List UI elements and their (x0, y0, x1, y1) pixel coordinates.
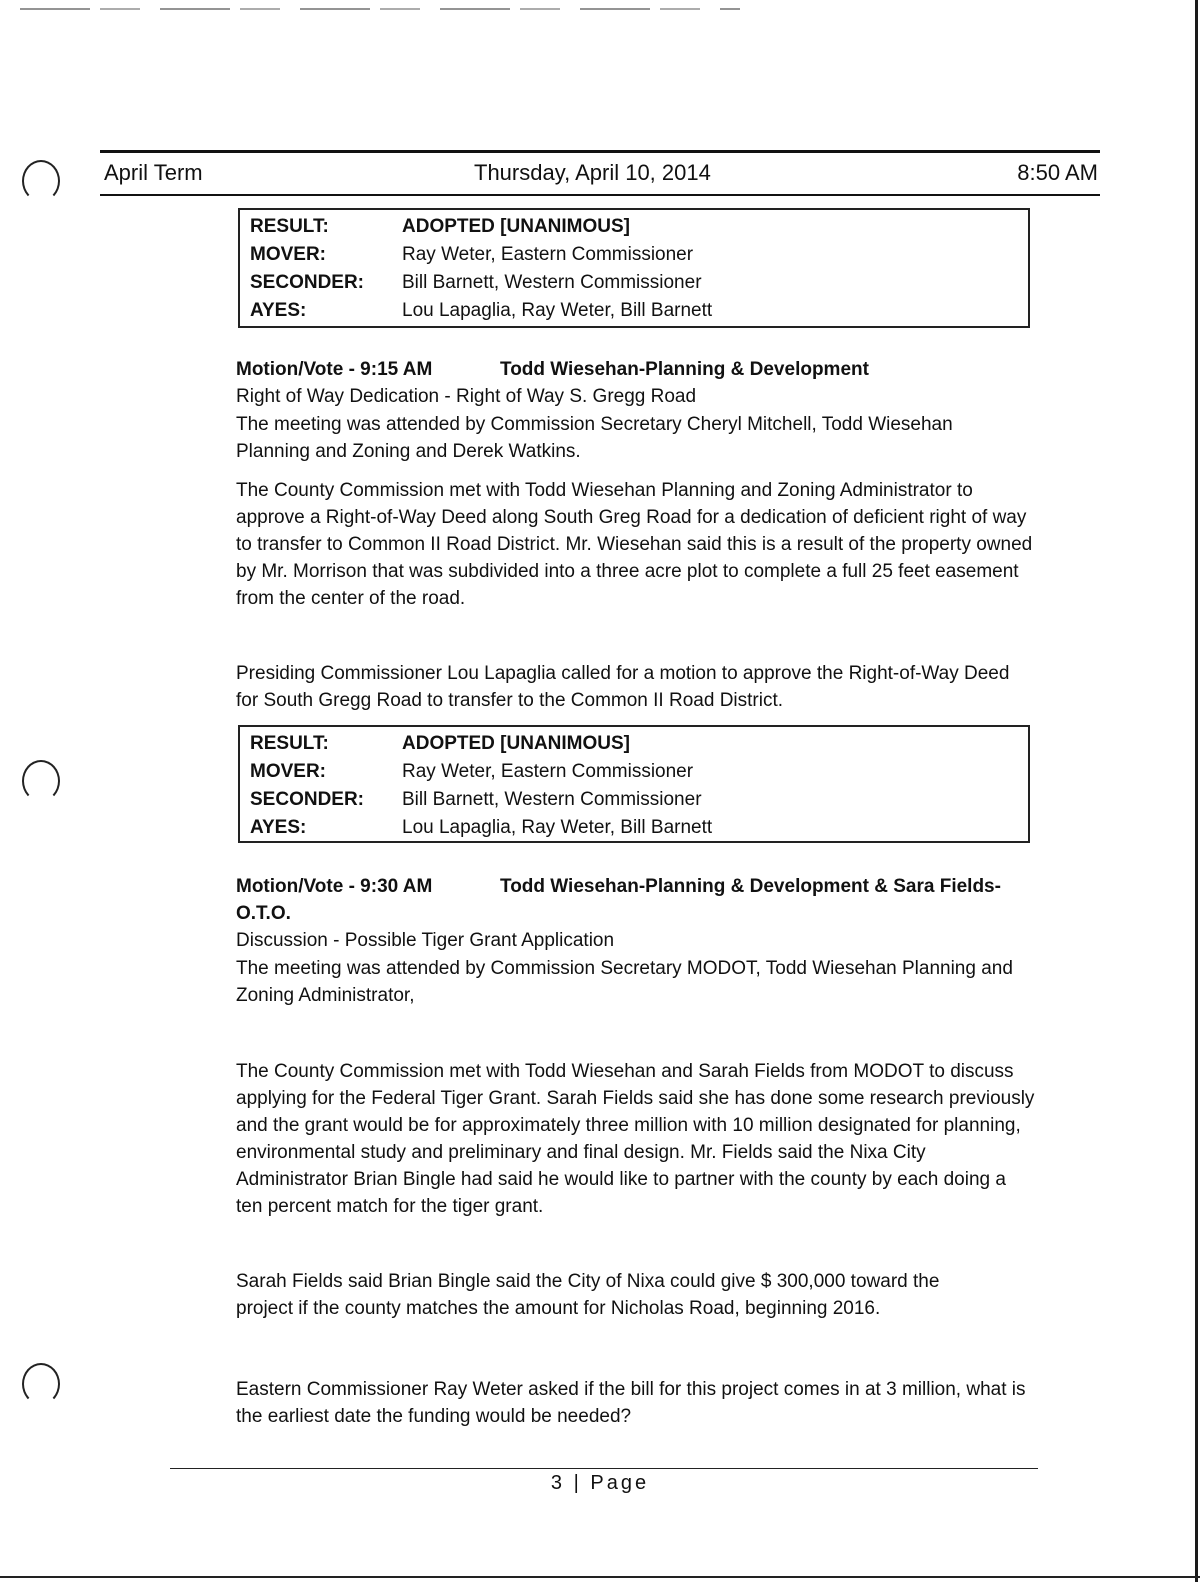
vote-row-mover (240, 761, 1028, 789)
vote-row-result (240, 216, 1028, 244)
punch-hole-icon (22, 1363, 60, 1405)
attendance-text: The meeting was attended by Commission Secretary Cheryl Mitchell, Todd Wiesehan Planning and Zoning and Derek Watkins. (236, 414, 953, 462)
header-rule-bottom (100, 194, 1100, 196)
nixa-text: Sarah Fields said Brian Bingle said the City of Nixa could give $ 300,000 toward the project if the county matches the amount for Nicholas Road, beginning 2016. (236, 1271, 940, 1319)
motion-time: Motion/Vote - 9:30 AM (236, 876, 433, 897)
motion-heading (236, 876, 1001, 898)
weter-text: Eastern Commissioner Ray Weter asked if the bill for this project comes in at 3 million, what is the earliest date the funding would be needed? (236, 1379, 1026, 1427)
scan-edge-bottom (0, 1576, 1200, 1578)
vote-row-seconder (240, 272, 1028, 300)
weter-paragraph (236, 1376, 1036, 1430)
footer-rule (170, 1468, 1038, 1469)
body-paragraph (236, 1058, 1036, 1220)
mover-label: MOVER: (250, 761, 326, 782)
seconder-value: Bill Barnett, Western Commissioner (402, 272, 702, 293)
vote-result-box (238, 208, 1030, 328)
vote-row-ayes (240, 300, 1028, 328)
ayes-value: Lou Lapaglia, Ray Weter, Bill Barnett (402, 300, 713, 321)
vote-result-box (238, 725, 1030, 843)
body-paragraph (236, 477, 1036, 612)
ayes-label: AYES: (250, 300, 307, 321)
scan-edge-right (1195, 0, 1198, 1582)
mover-value: Ray Weter, Eastern Commissioner (402, 761, 694, 782)
motion-presenter: Todd Wiesehan-Planning & Development (500, 359, 869, 380)
nixa-paragraph (236, 1268, 996, 1322)
attendance-paragraph (236, 411, 1016, 465)
page-number: 3 | Page (550, 1472, 650, 1494)
attendance-text: The meeting was attended by Commission Secretary MODOT, Todd Wiesehan Planning and Zoning Administrator, (236, 958, 1013, 1006)
seconder-value: Bill Barnett, Western Commissioner (402, 789, 702, 810)
result-label: RESULT: (250, 733, 329, 754)
seconder-label: SECONDER: (250, 272, 365, 293)
motion-subject: Right of Way Dedication - Right of Way S. Gregg Road (236, 386, 697, 407)
motion-presenter-cont: O.T.O. (236, 903, 291, 924)
ayes-value: Lou Lapaglia, Ray Weter, Bill Barnett (402, 817, 713, 838)
result-value: ADOPTED [UNANIMOUS] (402, 216, 630, 237)
motion-call-text: Presiding Commissioner Lou Lapaglia called for a motion to approve the Right-of-Way Deed for South Gregg Road to transfer to the Common II Road District. (236, 663, 1010, 711)
motion-heading (236, 359, 869, 381)
attendance-paragraph (236, 955, 1036, 1009)
meeting-date: Thursday, April 10, 2014 (474, 160, 711, 185)
vote-row-seconder (240, 789, 1028, 817)
mover-label: MOVER: (250, 244, 326, 265)
body-text: The County Commission met with Todd Wiesehan and Sarah Fields from MODOT to discuss applying for the Federal Tiger Grant. Sarah Fields said she has done some research previously and the grant would be for approximately three million with 10 million designated for planning, environmental study and preliminary and final design. Mr. Fields said the Nixa City Administrator Brian Bingle had said he would like to partner with the county by each doing a ten percent match for the tiger grant. (236, 1061, 1035, 1217)
punch-hole-icon (22, 760, 60, 802)
ayes-label: AYES: (250, 817, 307, 838)
result-value: ADOPTED [UNANIMOUS] (402, 733, 630, 754)
meeting-time: 8:50 AM (1017, 160, 1098, 185)
vote-row-ayes (240, 817, 1028, 845)
mover-value: Ray Weter, Eastern Commissioner (402, 244, 694, 265)
header-rule-top (100, 150, 1100, 153)
term-label: April Term (104, 160, 203, 185)
motion-time: Motion/Vote - 9:15 AM (236, 359, 433, 380)
result-label: RESULT: (250, 216, 329, 237)
scan-artifact-top (20, 8, 740, 10)
body-text: The County Commission met with Todd Wiesehan Planning and Zoning Administrator to approve a Right-of-Way Deed along South Greg Road for a dedication of deficient right of way to transfer to Common II Road District. Mr. Wiesehan said this is a result of the property owned by Mr. Morrison that was subdivided into a three acre plot to complete a full 25 feet easement from the center of the road. (236, 480, 1033, 609)
motion-subject: Discussion - Possible Tiger Grant Application (236, 930, 615, 951)
motion-call-paragraph (236, 660, 1026, 714)
motion-presenter: Todd Wiesehan-Planning & Development & Sara Fields- (500, 876, 1001, 897)
seconder-label: SECONDER: (250, 789, 365, 810)
page-header (100, 160, 1100, 192)
punch-hole-icon (22, 160, 60, 202)
vote-row-mover (240, 244, 1028, 272)
vote-row-result (240, 733, 1028, 761)
